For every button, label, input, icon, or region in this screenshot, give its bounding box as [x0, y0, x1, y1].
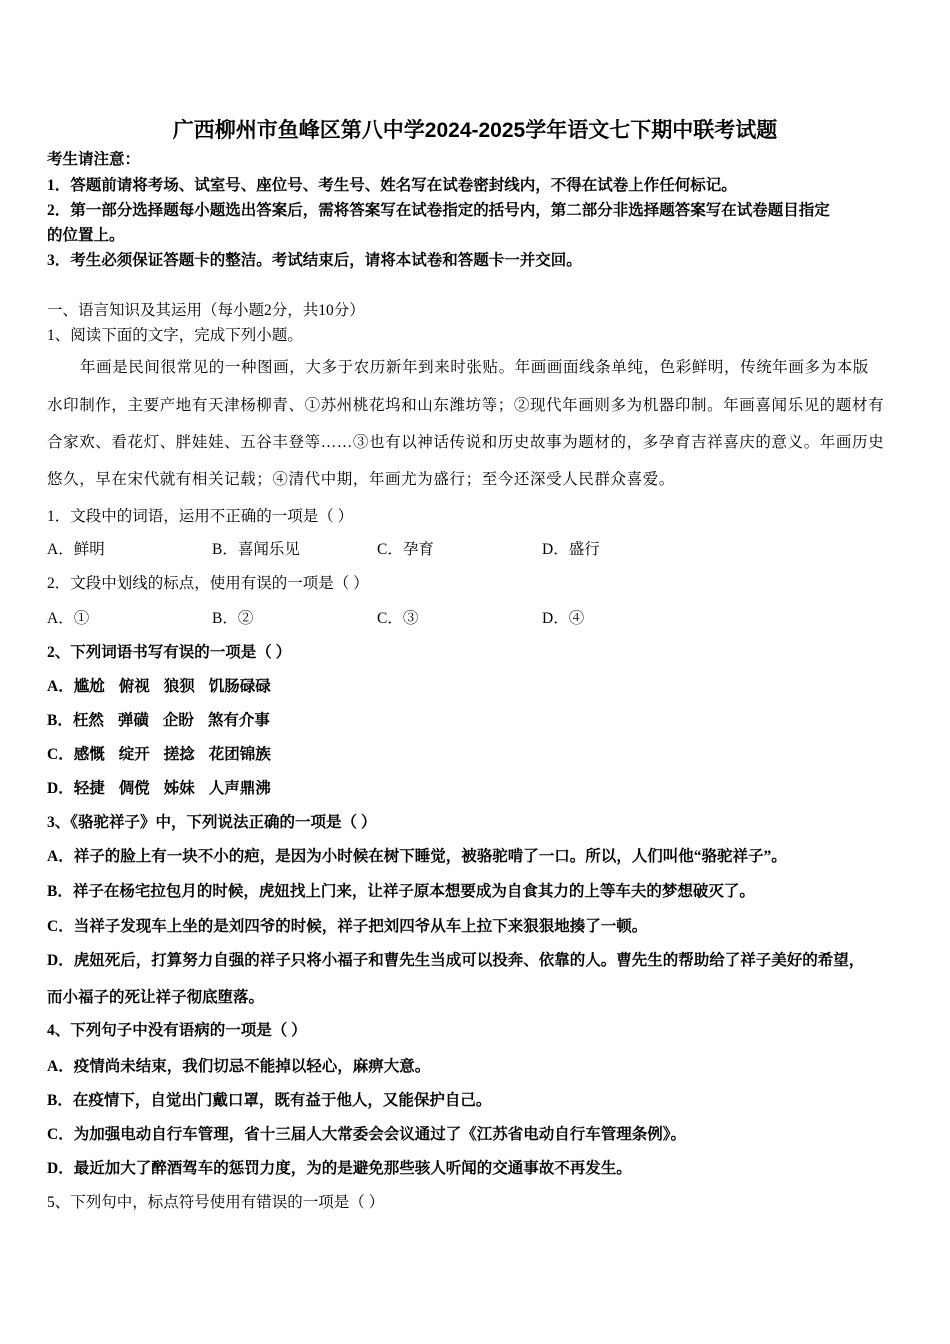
notice-heading: 考生请注意：	[47, 151, 141, 168]
word: 饥肠碌碌	[208, 678, 271, 695]
question-stem: 5、下列句中，标点符号使用有错误的一项是（ ）	[47, 1194, 385, 1211]
word: 煞有介事	[207, 712, 270, 729]
option-b: B．在疫情下，自觉出门戴口罩，既有益于他人，又能保护自己。	[47, 1092, 492, 1109]
word: 俯视	[118, 678, 150, 695]
notice-item: 1．答题前请将考场、试室号、座位号、考生号、姓名写在试卷密封线内，不得在试卷上作任何标记。	[47, 177, 737, 194]
option-c: C．当祥子发现车上坐的是刘四爷的时候，祥子把刘四爷从车上拉下来狠狠地揍了一顿。	[47, 918, 648, 935]
word: 尴尬	[73, 678, 105, 695]
option-d: D．盛行	[542, 541, 600, 558]
option-label: A．	[47, 678, 74, 695]
option-c: C．孕育	[377, 541, 434, 558]
notice-item: 3．考生必须保证答题卡的整洁。考试结束后，请将本试卷和答题卡一并交回。	[47, 252, 582, 269]
word: 枉然	[72, 712, 104, 729]
question-stem: 1．文段中的词语，运用不正确的一项是（ ）	[47, 508, 354, 525]
option-d-continued: 而小福子的死让祥子彻底堕落。	[47, 989, 265, 1006]
option-b: B．喜闻乐见	[212, 541, 300, 558]
word: 姊妹	[163, 780, 195, 797]
word: 绽开	[118, 746, 150, 763]
word: 企盼	[162, 712, 194, 729]
option-c	[47, 745, 285, 765]
word: 弹磺	[117, 712, 149, 729]
passage-line: 水印制作，主要产地有天津杨柳青、①苏州桃花坞和山东潍坊等；②现代年画则多为机器印制。年画喜闻乐见的题材有	[47, 397, 885, 414]
word: 感慨	[73, 746, 105, 763]
option-a	[47, 677, 285, 697]
option-label: D．	[47, 780, 74, 797]
option-b: B．②	[212, 610, 254, 627]
option-b: B．祥子在杨宅拉包月的时候，虎妞找上门来，让祥子原本想要成为自食其力的上等车夫的梦想破灭了。	[47, 883, 755, 900]
option-d	[47, 779, 285, 799]
option-d: D．虎妞死后，打算努力自强的祥子只将小福子和曹先生当成可以投奔、依靠的人。曹先生的帮助给了祥子美好的希望，	[47, 952, 865, 969]
option-d: D．④	[542, 610, 585, 627]
passage-line: 年画是民间很常见的一种图画，大多于农历新年到来时张贴。年画画面线条单纯，色彩鲜明，传统年画多为本版	[80, 359, 869, 376]
question-stem: 3、《骆驼祥子》中，下列说法正确的一项是（ ）	[47, 814, 377, 831]
option-label: C．	[47, 746, 74, 763]
passage-line: 悠久，早在宋代就有相关记载；④清代中期，年画尤为盛行；至今还深受人民群众喜爱。	[47, 471, 675, 488]
option-a: A．祥子的脸上有一块不小的疤，是因为小时候在树下睡觉，被骆驼啃了一口。所以，人们叫他“骆驼祥子”。	[47, 848, 787, 865]
option-c: C．为加强电动自行车管理，省十三届人大常委会会议通过了《江苏省电动自行车管理条例》。	[47, 1126, 686, 1143]
word: 倜傥	[118, 780, 150, 797]
options-row	[47, 609, 707, 629]
option-b	[47, 711, 284, 731]
word: 花团锦族	[208, 746, 271, 763]
word: 狼狈	[163, 678, 195, 695]
notice-item: 的位置上。	[47, 227, 125, 244]
word: 搓捻	[163, 746, 195, 763]
options-row	[47, 540, 707, 560]
question-stem: 2．文段中划线的标点，使用有误的一项是（ ）	[47, 575, 369, 592]
option-label: B．	[47, 712, 73, 729]
option-d: D．最近加大了醉酒驾车的惩罚力度，为的是避免那些骇人听闻的交通事故不再发生。	[47, 1160, 632, 1177]
question-stem: 4、下列句子中没有语病的一项是（ ）	[47, 1022, 307, 1039]
word: 人声鼎沸	[208, 780, 271, 797]
page-title: 广西柳州市鱼峰区第八中学2024-2025学年语文七下期中联考试题	[172, 119, 778, 142]
option-a: A．鲜明	[47, 541, 105, 558]
section-heading: 一、语言知识及其运用（每小题2分，共10分）	[47, 302, 365, 319]
question-stem: 2、下列词语书写有误的一项是（ ）	[47, 644, 292, 661]
word: 轻捷	[73, 780, 105, 797]
option-c: C．③	[377, 610, 419, 627]
option-a: A．疫情尚未结束，我们切忌不能掉以轻心，麻痹大意。	[47, 1058, 431, 1075]
question-stem: 1、阅读下面的文字，完成下列小题。	[47, 327, 303, 344]
passage-line: 合家欢、看花灯、胖娃娃、五谷丰登等……③也有以神话传说和历史故事为题材的，多孕育吉祥喜庆的意义。年画历史	[47, 434, 885, 451]
notice-item: 2．第一部分选择题每小题选出答案后，需将答案写在试卷指定的括号内，第二部分非选择题答案写在试卷题目指定	[47, 202, 830, 219]
option-a: A．①	[47, 610, 90, 627]
